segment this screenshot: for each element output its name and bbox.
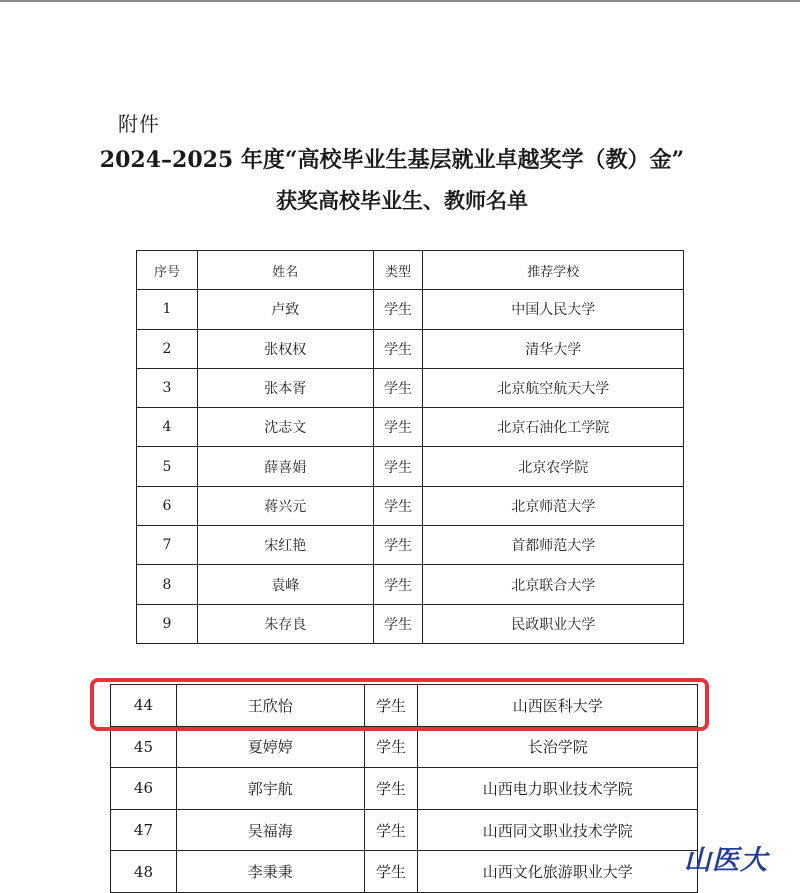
cell-type: 学生 (373, 368, 423, 407)
cell-index: 2 (137, 329, 198, 368)
title-line-2: 获奖高校毕业生、教师名单 (276, 188, 528, 213)
cell-type: 学生 (373, 447, 423, 486)
cell-name: 张权权 (197, 329, 373, 368)
cell-type: 学生 (373, 604, 423, 643)
cell-name: 卢致 (197, 290, 373, 329)
cell-index: 45 (111, 726, 177, 768)
cell-school: 山西电力职业技术学院 (418, 768, 698, 810)
cell-index: 46 (111, 768, 177, 810)
highlight-box (90, 678, 709, 731)
cell-type: 学生 (373, 486, 423, 525)
cell-school: 首都师范大学 (423, 526, 684, 565)
cell-school: 山西同文职业技术学院 (418, 809, 698, 851)
cell-name: 薛喜娟 (197, 447, 373, 486)
top-divider (0, 0, 800, 2)
cell-school: 清华大学 (423, 329, 684, 368)
award-table-top (136, 250, 684, 644)
cell-type: 学生 (373, 565, 423, 604)
cell-school: 中国人民大学 (423, 290, 684, 329)
cell-type: 学生 (373, 408, 423, 447)
cell-name: 张本胥 (197, 368, 373, 407)
table-row (137, 329, 684, 368)
cell-school: 北京联合大学 (423, 565, 684, 604)
table-body (137, 290, 684, 644)
cell-type: 学生 (364, 726, 418, 768)
cell-type: 学生 (364, 851, 418, 893)
table-row (137, 447, 684, 486)
cell-index: 9 (137, 604, 198, 643)
cell-school: 北京石油化工学院 (423, 408, 684, 447)
table-row (137, 290, 684, 329)
document-title (0, 143, 800, 174)
table-row (137, 526, 684, 565)
table-header-row (137, 251, 684, 290)
cell-school: 民政职业大学 (423, 604, 684, 643)
cell-index: 47 (111, 809, 177, 851)
cell-name: 郭宇航 (176, 768, 364, 810)
cell-index: 8 (137, 565, 198, 604)
university-logo: 山医大 (684, 845, 768, 876)
cell-name: 吴福海 (176, 809, 364, 851)
table-row (111, 768, 698, 810)
cell-index: 3 (137, 368, 198, 407)
cell-type: 学生 (364, 768, 418, 810)
cell-school: 长治学院 (418, 726, 698, 768)
attachment-label: 附件 (118, 112, 160, 136)
cell-type: 学生 (373, 290, 423, 329)
table-row (111, 809, 698, 851)
cell-name: 王欣怡 (176, 685, 364, 727)
cell-school: 山西医科大学 (418, 685, 698, 727)
cell-school: 北京农学院 (423, 447, 684, 486)
cell-type: 学生 (364, 809, 418, 851)
cell-school: 北京师范大学 (423, 486, 684, 525)
cell-index: 44 (111, 685, 177, 727)
header-school: 推荐学校 (423, 251, 684, 290)
cell-index: 7 (137, 526, 198, 565)
cell-index: 5 (137, 447, 198, 486)
table-row (111, 726, 698, 768)
header-type: 类型 (373, 251, 423, 290)
cell-index: 4 (137, 408, 198, 447)
header-index: 序号 (137, 251, 198, 290)
cell-type: 学生 (373, 526, 423, 565)
cell-index: 6 (137, 486, 198, 525)
header-name: 姓名 (197, 251, 373, 290)
table-row (137, 604, 684, 643)
cell-school: 山西文化旅游职业大学 (418, 851, 698, 893)
cell-name: 夏婷婷 (176, 726, 364, 768)
table-row (137, 565, 684, 604)
cell-index: 1 (137, 290, 198, 329)
title-line-1: 2024–2025 年度“高校毕业生基层就业卓越奖学（教）金” (99, 147, 685, 173)
table-row (111, 851, 698, 893)
cell-name: 沈志文 (197, 408, 373, 447)
cell-name: 宋红艳 (197, 526, 373, 565)
cell-name: 袁峰 (197, 565, 373, 604)
cell-name: 朱存良 (197, 604, 373, 643)
cell-name: 李秉秉 (176, 851, 364, 893)
table-row (137, 408, 684, 447)
cell-type: 学生 (373, 329, 423, 368)
cell-type: 学生 (364, 685, 418, 727)
table-row (137, 486, 684, 525)
cell-index: 48 (111, 851, 177, 893)
cell-school: 北京航空航天大学 (423, 368, 684, 407)
cell-name: 蒋兴元 (197, 486, 373, 525)
document-subtitle (0, 185, 800, 215)
table-row (137, 368, 684, 407)
